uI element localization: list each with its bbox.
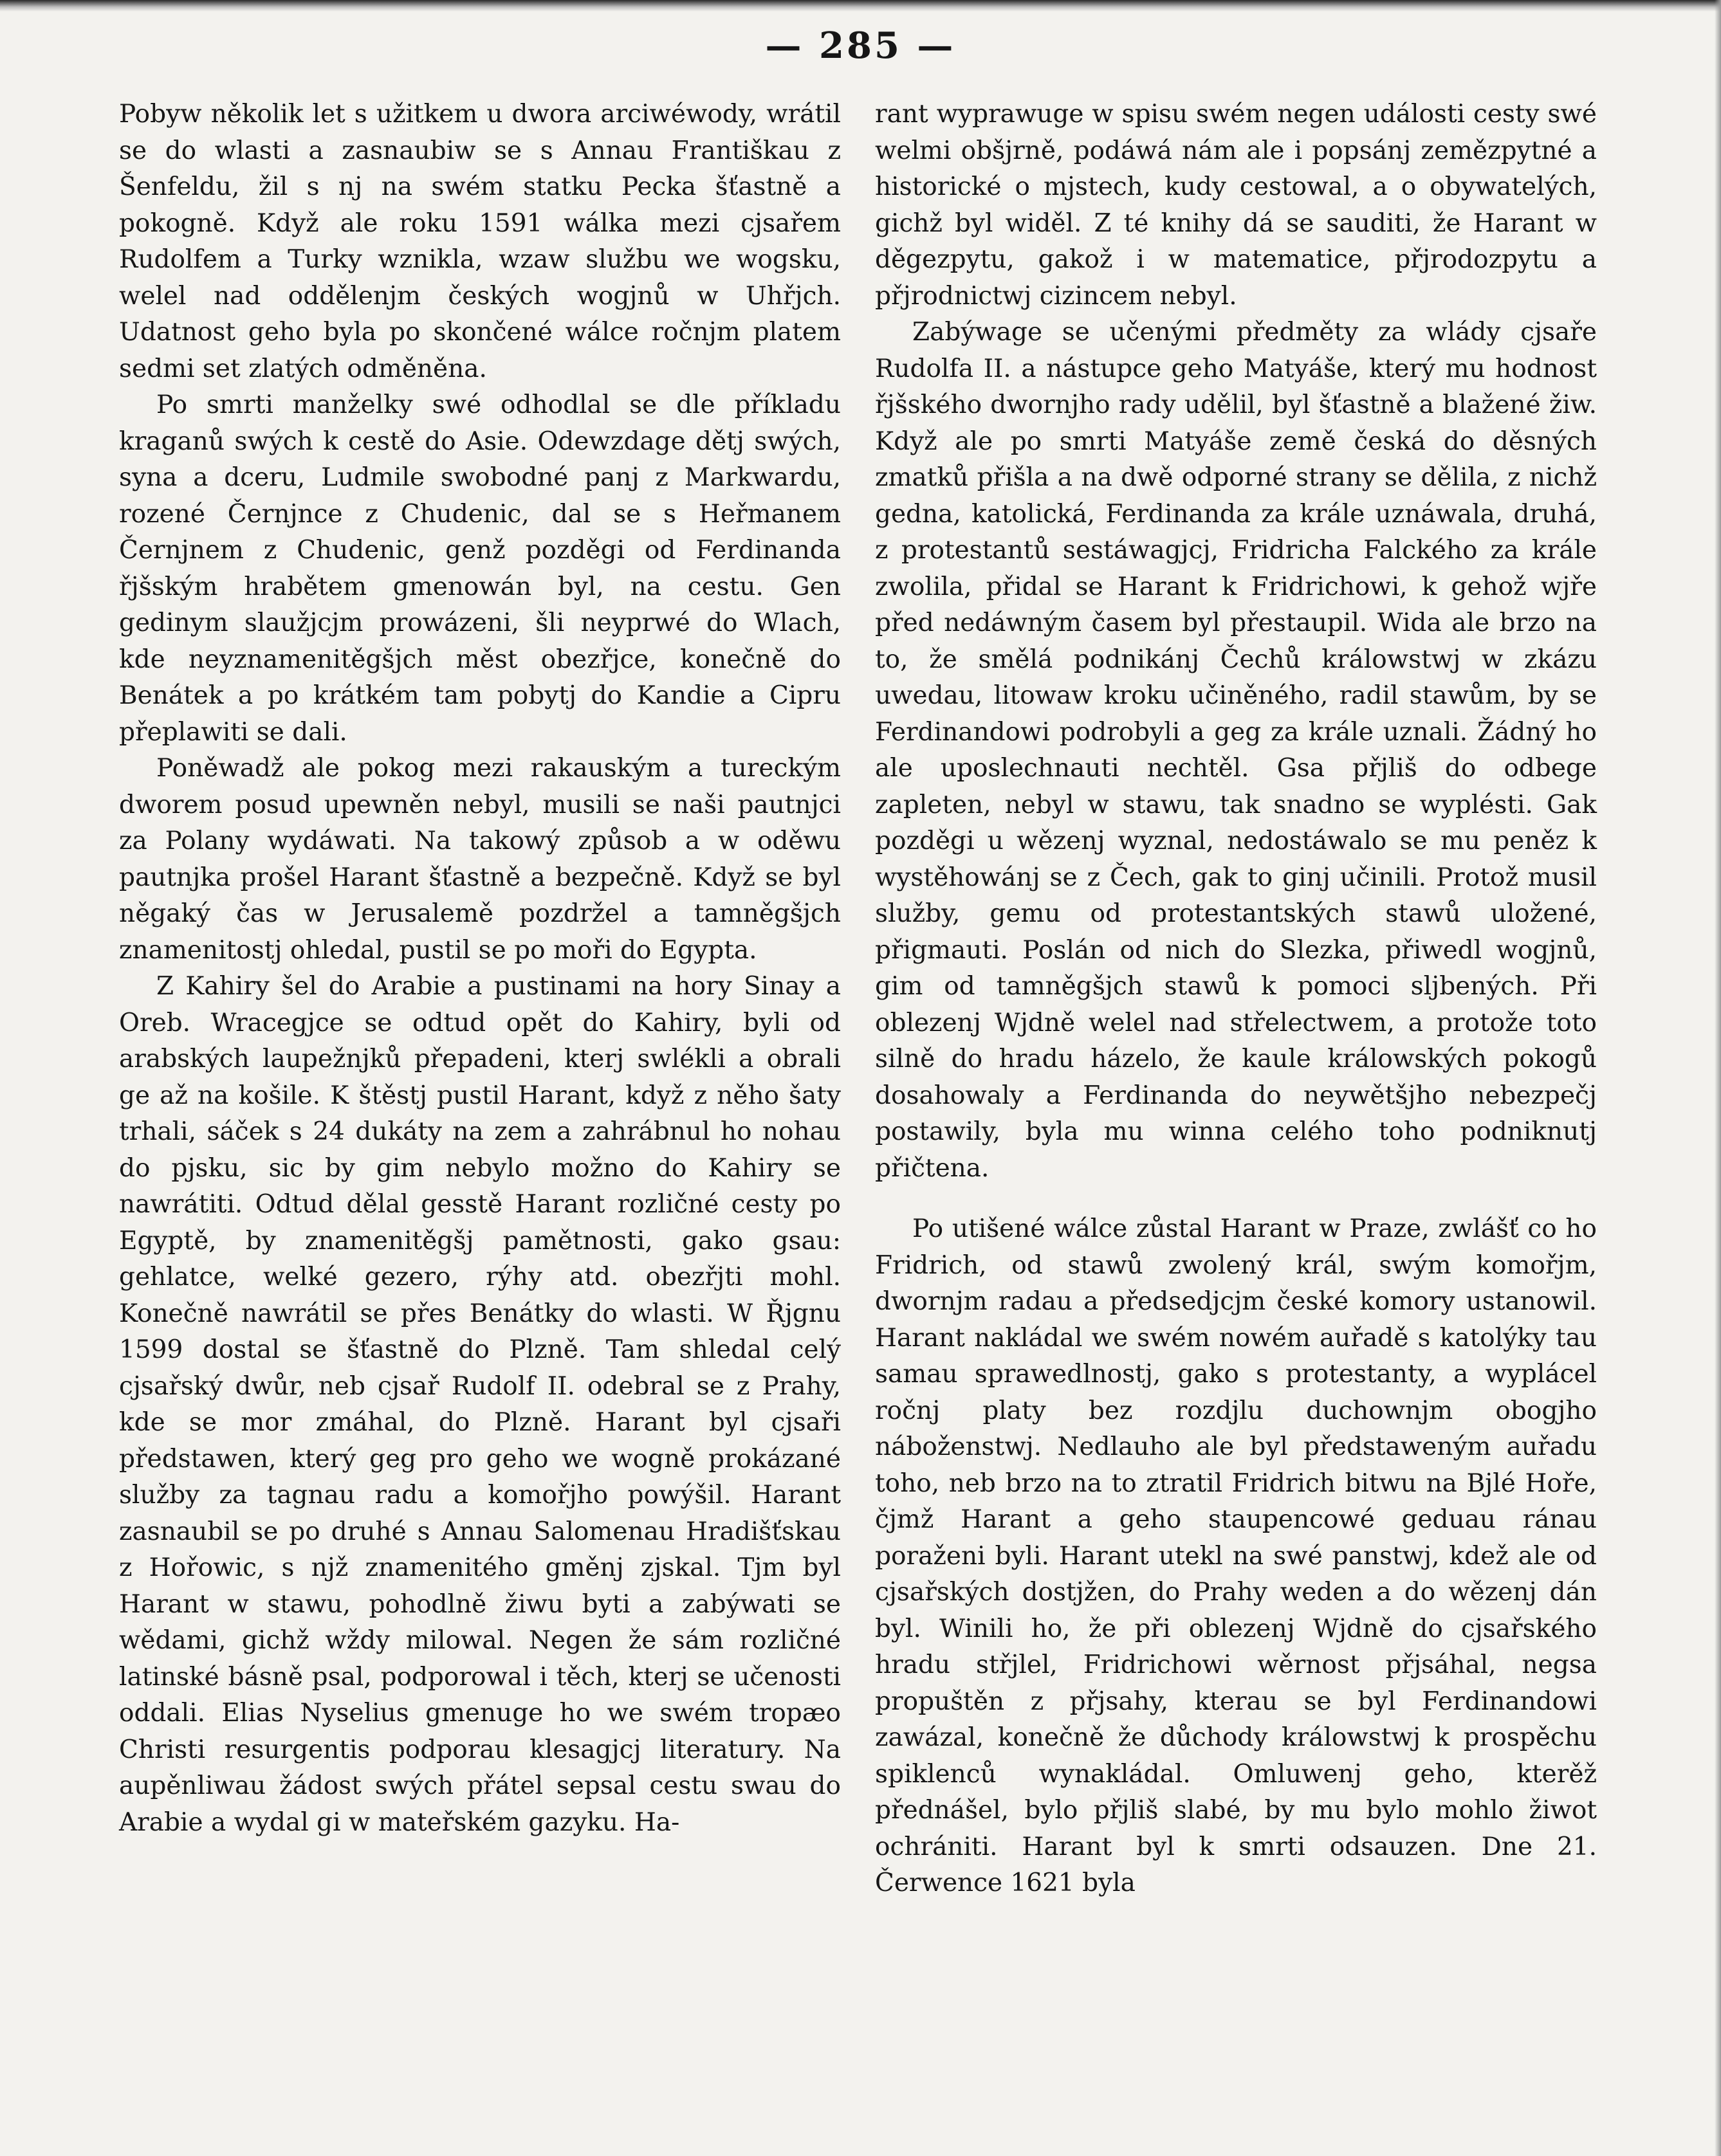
right-column [875, 96, 1597, 1902]
left-paragraph-2: Po smrti manželky swé odhodlal se dle příkladu kraganů swých k cestě do Asie. Odewzdage dětj swých, syna a dceru, Ludmile swobodné panj z Markwardu, rozené Černjnce z Chudenic, dal se s Heřmanem Černjnem z Chudenic, genž pozděgi od Ferdinanda řjšským hrabětem gmenowán byl, na cestu. Gen gedinym slaužjcjm prowázeni, šli neyprwé do Wlach, kde neyznamenitěgšjch měst obezřjce, konečně do Benátek a po krátkém tam pobytj do Kandie a Cipru přeplawiti se dali. [119, 390, 841, 747]
right-paragraph-3: Po utišené wálce zůstal Harant w Praze, zwlášť co ho Fridrich, od stawů zwolený král, swým komořjm, dwornjm radau a předsedjcjm české komory ustanowil. Harant nakládal we swém nowém auřadě s katolýky tau samau sprawedlnostj, gako s protestanty, a wyplácel ročnj platy bez rozdjlu duchownjm obogjho náboženstwj. Nedlauho ale byl předstaweným auřadu toho, neb brzo na to ztratil Fridrich bitwu na Bjlé Hoře, čjmž Harant a geho staupencowé geduau ránau poraženi byli. Harant utekl na swé panstwj, kdež ale od cjsařských dostjžen, do Prahy weden a do wězenj dán byl. Winili ho, že při oblezenj Wjdně do cjsařského hradu střjlel, Fridrichowi wěrnost přjsáhal, negsa propuštěn z přjsahy, kterau se byl Ferdinandowi zawázal, konečně že důchody králowstwj k prospěchu spiklenců wynakládal. Omluwenj geho, kterěž přednášel, bylo přjliš slabé, by mu bylo mohlo žiwot ochrániti. Harant byl k smrti odsauzen. Dne 21. Čerwence 1621 byla [875, 1214, 1597, 1897]
left-paragraph-1: Pobyw několik let s užitkem u dwora arciwéwody, wrátil se do wlasti a zasnaubiw se s Annau Františkau z Šenfeldu, žil s nj na swém statku Pecka šťastně a pokogně. Když ale roku 1591 wálka mezi cjsařem Rudolfem a Turky wznikla, wzaw službu we wogsku, welel nad oddělenjm českých wogjnů w Uhřjch. Udatnost geho byla po skončené wálce ročnjm platem sedmi set zlatých odměněna. [119, 100, 841, 383]
left-column [119, 96, 841, 1841]
scan-top-edge [0, 0, 1721, 12]
page-number: — 285 — [765, 24, 956, 67]
left-paragraph-3: Poněwadž ale pokog mezi rakauským a tureckým dworem posud upewněn nebyl, musili se naši pautnjci za Polany wydáwati. Na takowý způsob a w oděwu pautnjka prošel Harant šťastně a bezpečně. Když se byl něgaký čas w Jerusalemě pozdržel a tamněgšjch znamenitostj ohledal, pustil se po moři do Egypta. [119, 754, 841, 965]
left-paragraph-4: Z Kahiry šel do Arabie a pustinami na hory Sinay a Oreb. Wracegjce se odtud opět do Kahiry, byli od arabských laupežnjků přepadeni, kterj swlékli a obrali ge až na košile. K štěstj pustil Harant, když z něho šaty trhali, sáček s 24 dukáty na zem a zahrábnul ho nohau do pjsku, sic by gim nebylo možno do Kahiry se nawrátiti. Odtud dělal gesstě Harant rozličné cesty po Egyptě, by znamenitěgšj pamětnosti, gako gsau: gehlatce, welké gezero, rýhy atd. obezřjti mohl. Konečně nawrátil se přes Benátky do wlasti. W Řjgnu 1599 dostal se šťastně do Plzně. Tam shledal celý cjsařský dwůr, neb cjsař Rudolf II. odebral se z Prahy, kde se mor zmáhal, do Plzně. Harant byl cjsaři předstawen, který geg pro geho we wogně prokázané služby za tagnau radu a komořjho powýšil. Harant zasnaubil se po druhé s Annau Salomenau Hradišťskau z Hořowic, s njž znamenitého gměnj zjskal. Tjm byl Harant w stawu, pohodlně žiwu byti a zabýwati se wědami, gichž wždy milowal. Negen že sám rozličné latinské básně psal, podporowal i těch, kterj se učenosti oddali. Elias Nyselius gmenuge ho we swém tropæo Christi resurgentis podporau klesagjcj literatury. Na aupěnliwau žádost swých přátel sepsal cestu swau do Arabie a wydal gi w mateřském gazyku. Ha- [119, 972, 841, 1837]
right-paragraph-1: rant wyprawuge w spisu swém negen události cesty swé welmi obšjrně, podáwá nám ale i popsánj zemězpytné a historické o mjstech, kudy cestowal, a o obywatelých, gichž byl widěl. Z té knihy dá se sauditi, že Harant w děgezpytu, gakož i w matematice, přjrodozpytu a přjrodnictwj cizincem nebyl. [875, 100, 1597, 311]
right-paragraph-2: Zabýwage se učenými předměty za wlády cjsaře Rudolfa II. a nástupce geho Matyáše, který mu hodnost řjšského dwornjho rady udělil, byl šťastně a blažené žiw. Když ale po smrti Matyáše země česká do děsných zmatků přišla a na dwě odporné strany se dělila, z nichž gedna, katolická, Ferdinanda za krále uznáwala, druhá, z protestantů sestáwagjcj, Fridricha Falckého za krále zwolila, přidal se Harant k Fridrichowi, k gehož wjře před nedáwným časem byl přestaupil. Wida ale brzo na to, že smělá podnikánj Čechů králowstwj w zkázu uwedau, litowaw kroku učiněného, radil stawům, by se Ferdinandowi podrobyli a geg za krále uznali. Žádný ho ale uposlechnauti nechtěl. Gsa přjliš do odbege zapleten, nebyl w stawu, tak snadno se wyplésti. Gak pozděgi u wězenj wyznal, nedostáwalo se mu peněz k wystěhowánj se z Čech, gak to ginj učinili. Protož musil služby, gemu od protestantských stawů uložené, přigmauti. Poslán od nich do Slezka, přiwedl wogjnů, gim od tamněgšjch stawů k pomoci sljbených. Při oblezenj Wjdně welel nad střelectwem, a protože toto silně do hradu házelo, že kaule králowských pokogů dosahowaly a Ferdinanda do neywětšjho nebezpečj postawily, byla mu winna celého toho podniknutj přičtena. [875, 318, 1597, 1183]
scan-right-edge [1715, 0, 1721, 2156]
